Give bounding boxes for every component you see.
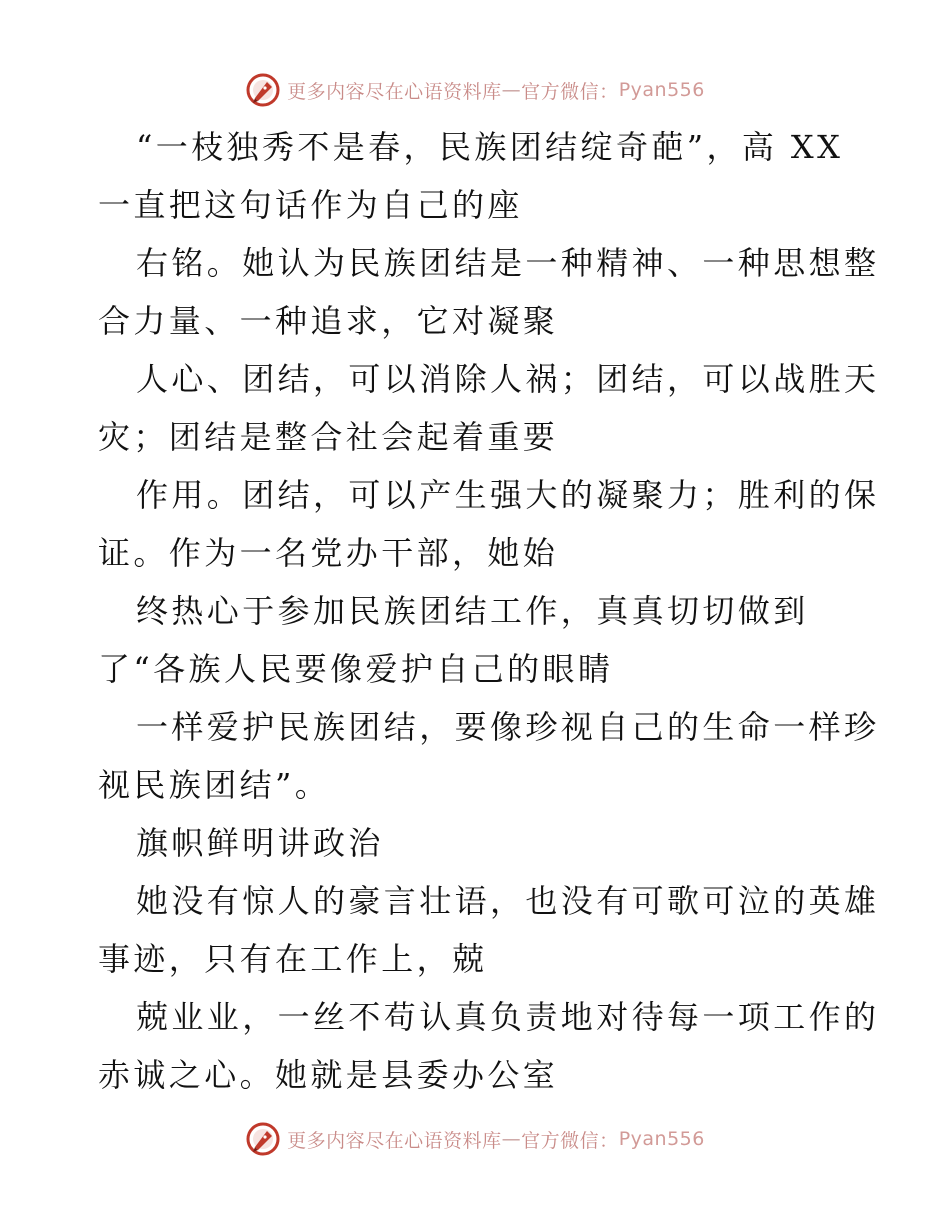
body-line: 作用。团结，可以产生强大的凝聚力；胜利的保 — [136, 476, 880, 514]
footer-watermark-banner — [0, 1117, 950, 1161]
body-line: 视民族团结”。 — [98, 766, 331, 804]
pen-nib-logo-icon — [245, 72, 281, 108]
body-line: 兢业业，一丝不苟认真负责地对待每一项工作的 — [136, 998, 880, 1036]
document-body — [98, 118, 880, 1104]
body-line: 一直把这句话作为自己的座 — [98, 186, 523, 224]
body-line: 事迹，只有在工作上，兢 — [98, 940, 488, 978]
body-line: 右铭。她认为民族团结是一种精神、一种思想整 — [136, 244, 880, 282]
section-heading: 旗帜鲜明讲政治 — [136, 824, 384, 862]
banner-main-text: 更多内容尽在心语资料库 — [287, 80, 502, 103]
body-line: 证。作为一名党办干部，她始 — [98, 534, 559, 572]
header-watermark-banner — [0, 68, 950, 112]
banner-wechat-id: Pyan556 — [618, 1128, 705, 1150]
body-line: 了“各族人民要像爱护自己的眼睛 — [98, 650, 614, 688]
banner-wechat-id: Pyan556 — [618, 79, 705, 101]
body-line: 终热心于参加民族团结工作，真真切切做到 — [136, 592, 809, 630]
body-line: 一样爱护民族团结，要像珍视自己的生命一样珍 — [136, 708, 880, 746]
banner-main-text: 更多内容尽在心语资料库 — [287, 1129, 502, 1152]
body-line: 灾；团结是整合社会起着重要 — [98, 418, 559, 456]
body-line: 她没有惊人的豪言壮语，也没有可歌可泣的英雄 — [136, 882, 880, 920]
body-line: 人心、团结，可以消除人祸；团结，可以战胜天 — [136, 360, 880, 398]
body-line: 合力量、一种追求，它对凝聚 — [98, 302, 559, 340]
banner-separator: — — [501, 1128, 522, 1150]
banner-wechat-label: 官方微信： — [521, 80, 619, 103]
body-line: 赤诚之心。她就是县委办公室 — [98, 1056, 559, 1094]
body-line: “一枝独秀不是春，民族团结绽奇葩”，高 XX — [136, 128, 844, 166]
banner-wechat-label: 官方微信： — [521, 1129, 619, 1152]
banner-separator: — — [501, 79, 522, 101]
pen-nib-logo-icon — [245, 1121, 281, 1157]
